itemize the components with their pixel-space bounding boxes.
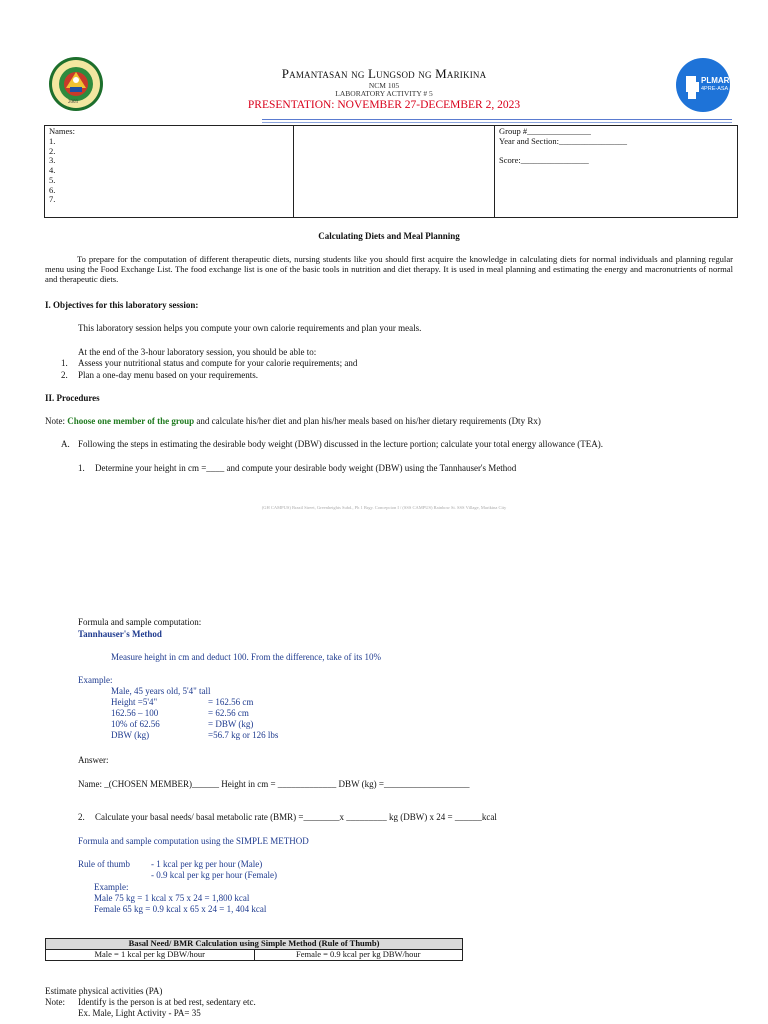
group-number: Group #_______________ [499,126,591,136]
names-cell[interactable] [45,126,294,218]
objectives-paragraph-2: At the end of the 3-hour laboratory session, you should be able to: [78,347,317,357]
pa-note-label: Note: [45,997,65,1007]
page-title: Calculating Diets and Meal Planning [318,231,460,241]
header-divider-thin [262,122,732,123]
objectives-paragraph-1: This laboratory session helps you compute your own calorie requirements and plan your meals. [78,323,422,333]
presentation-date: PRESENTATION: NOVEMBER 27-DECEMBER 2, 2023 [247,99,521,111]
procedures-note [45,416,541,426]
step-1 [78,463,516,473]
example-row-right: = 162.56 cm [208,697,254,707]
example-row-left: 10% of 62.56 [111,719,160,729]
step-a [61,439,603,449]
objective-text: Assess your nutritional status and compute for your calorie requirements; and [78,358,358,368]
example-row-right: =56.7 kg or 126 lbs [208,730,279,740]
bmr-male-cell: Male = 1 kcal per kg DBW/hour [46,949,255,960]
objective-number: 2. [61,370,68,380]
procedures-heading: II. Procedures [45,393,100,403]
name-line: 7. [49,194,56,205]
step-a-label: A. [61,439,70,449]
note-prefix: Note: [45,416,68,426]
example-subject: Male, 45 years old, 5'4" tall [111,686,211,696]
header-divider [262,119,732,120]
simple-method-label: Formula and sample computation using the SIMPLE METHOD [78,836,309,846]
year-section: Year and Section:________________ [499,135,628,146]
name-line: 6. [49,184,56,195]
objective-item [61,358,357,368]
note-highlight: Choose one member of the group [67,416,195,426]
method-instruction: Measure height in cm and deduct 100. From the difference, take of its 10% [111,652,382,662]
group-info-table [44,125,738,218]
step-2-label: 2. [78,812,85,822]
example-row [111,730,278,740]
pa-note-text: Identify is the person is at bed rest, sedentary etc. [78,997,256,1007]
objective-text: Plan a one-day menu based on your requirements. [78,370,258,380]
simple-example-label: Example: [94,882,129,892]
rule-label: Rule of thumb [78,859,130,869]
page-footer-address: (GH CAMPUS) Brazil Street, Greenheights Subd., Ph 1 Brgy. Concepcion I / (SSS CAMPUS) Rainbow St. SSS Village, Marikina City [261,505,507,510]
example-row-right: = 62.56 cm [208,708,249,718]
pa-note [45,997,256,1007]
step-2-text[interactable]: Calculate your basal needs/ basal metabolic rate (BMR) =________x _________ kg (DBW) x 24 = ______kcal [95,812,497,822]
objective-number: 1. [61,358,68,368]
example-label: Example: [78,675,113,685]
pa-heading: Estimate physical activities (PA) [45,986,163,996]
simple-example-male: Male 75 kg = 1 kcal x 75 x 24 = 1,800 kcal [94,893,250,903]
course-code: NCM 105 [368,81,400,90]
group-cell[interactable] [495,126,738,218]
rule-male: - 1 kcal per kg per hour (Male) [151,859,263,869]
rule-of-thumb [78,859,262,869]
answer-label: Answer: [78,755,109,765]
university-name: Pamantasan ng Lungsod ng Marikina [281,66,487,81]
name-line: 1. [49,135,56,146]
example-row [111,697,253,707]
blank-cell [294,126,495,218]
seal-year: 2003 [68,100,78,105]
name-line: 4. [49,165,56,176]
name-line: 2. [49,145,56,156]
bmr-female-cell: Female = 0.9 kcal per kg DBW/hour [254,949,463,960]
simple-example-female: Female 65 kg = 0.9 kcal x 65 x 24 = 1, 404 kcal [94,904,267,914]
score: Score:________________ [499,154,589,165]
step-1-label: 1. [78,463,85,473]
example-row [111,719,253,729]
bmr-table [45,938,463,961]
plmar-logo-text: PLMAR [701,76,730,85]
bmr-table-heading: Basal Need/ BMR Calculation using Simple Method (Rule of Thumb) [46,939,463,950]
activity-number: LABORATORY ACTIVITY # 5 [335,89,433,98]
step-1-text: Determine your height in cm =____ and compute your desirable body weight (DBW) using the Tannhauser's Method [95,463,517,473]
plmar-logo-subtext: 4PRE-ASA [701,86,729,92]
answer-line[interactable]: Name: _(CHOSEN MEMBER)______ Height in cm = _____________ DBW (kg) =___________________ [78,779,470,789]
step-2 [78,812,497,822]
example-row-left: 162.56 – 100 [111,708,159,718]
pa-example: Ex. Male, Light Activity - PA= 35 [78,1008,201,1018]
method-name: Tannhauser's Method [78,629,162,639]
intro-paragraph: To prepare for the computation of different therapeutic diets, nursing students like you should first acquire the knowledge in calculating diets for normal individuals and planning regular menu using the Food Exchange List. The food exchange list is one of the basic tools in nutrition and diet therapy. It is used in meal planning and estimating the energy and macronutrients of normal and therapeutic diets. [45,254,733,284]
formula-label: Formula and sample computation: [78,617,202,627]
example-row-right: = DBW (kg) [208,719,254,729]
note-rest: and calculate his/her diet and plan his/her meals based on his/her dietary requirements (Dty Rx) [194,416,541,426]
step-a-text: Following the steps in estimating the desirable body weight (DBW) discussed in the lecture portion; calculate your total energy allowance (TEA). [78,439,603,449]
example-row-left: DBW (kg) [111,730,150,740]
name-line: 5. [49,174,56,185]
objectives-heading: I. Objectives for this laboratory session: [45,300,199,310]
name-line: 3. [49,155,56,166]
example-row [111,708,249,718]
names-label: Names: [49,126,75,136]
objective-item [61,370,258,380]
example-row-left: Height =5'4" [111,697,158,707]
rule-female: - 0.9 kcal per kg per hour (Female) [151,870,277,880]
